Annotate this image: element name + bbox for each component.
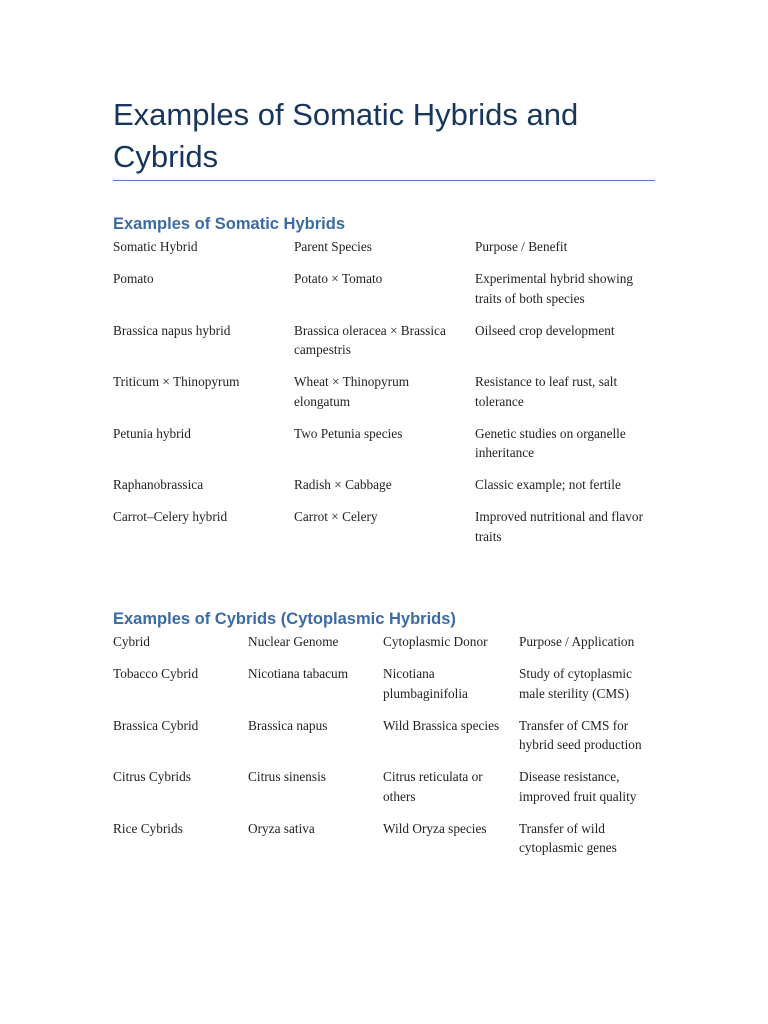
table-row <box>113 360 655 412</box>
table-header-row <box>113 632 655 652</box>
table-cell: Pomato <box>113 271 154 286</box>
table-cell: Study of cytoplasmic male sterility (CMS) <box>519 666 633 701</box>
table-cell: Oryza sativa <box>248 820 315 836</box>
table-row <box>113 755 655 807</box>
table-cell: Classic example; not fertile <box>475 477 621 492</box>
column-header: Cybrid <box>113 634 150 649</box>
table-row <box>113 411 655 463</box>
cybrids-heading: Examples of Cybrids (Cytoplasmic Hybrids) <box>113 610 456 628</box>
table-row <box>113 703 655 755</box>
table-cell: Carrot–Celery hybrid <box>113 509 228 524</box>
document-title: Examples of Somatic Hybrids and Cybrids <box>113 97 579 174</box>
table-cell: Brassica Cybrid <box>113 717 199 733</box>
table-cell: Transfer of CMS for hybrid seed production <box>519 717 642 752</box>
table-row <box>113 652 655 704</box>
table-cell: Citrus reticulata or others <box>383 769 483 804</box>
table-cell: Wild Oryza species <box>383 820 487 836</box>
title-underline <box>113 180 655 181</box>
table-cell: Resistance to leaf rust, salt tolerance <box>475 374 618 409</box>
table-cell: Two Petunia species <box>294 425 403 441</box>
table-cell: Disease resistance, improved fruit quality <box>519 769 637 804</box>
table-cell: Citrus Cybrids <box>113 769 191 784</box>
table-cell: Carrot × Celery <box>294 509 378 524</box>
table-cell: Petunia hybrid <box>113 425 191 441</box>
table-cell: Improved nutritional and flavor traits <box>475 509 644 544</box>
somatic-hybrids-heading: Examples of Somatic Hybrids <box>113 215 345 233</box>
table-row <box>113 308 655 360</box>
cybrids-table <box>113 632 655 858</box>
table-cell: Tobacco Cybrid <box>113 666 199 681</box>
table-cell: Triticum × Thinopyrum <box>113 374 240 389</box>
table-row <box>113 495 655 547</box>
table-row <box>113 463 655 495</box>
table-row <box>113 806 655 858</box>
table-cell: Transfer of wild cytoplasmic genes <box>519 820 617 855</box>
table-cell: Citrus sinensis <box>248 769 326 784</box>
table-cell: Rice Cybrids <box>113 820 183 836</box>
table-cell: Wheat × Thinopyrum elongatum <box>294 374 410 409</box>
table-cell: Potato × Tomato <box>294 271 383 286</box>
table-cell: Raphanobrassica <box>113 477 204 492</box>
table-cell: Nicotiana plumbaginifolia <box>383 666 468 701</box>
table-cell: Experimental hybrid showing traits of both species <box>475 271 634 306</box>
table-cell: Brassica napus hybrid <box>113 322 231 338</box>
somatic-hybrids-table <box>113 237 655 546</box>
table-header-row <box>113 237 655 257</box>
table-cell: Brassica napus <box>248 717 328 733</box>
table-cell: Oilseed crop development <box>475 322 615 338</box>
table-cell: Brassica oleracea × Brassica campestris <box>294 322 446 357</box>
column-header: Cytoplasmic Donor <box>383 634 488 649</box>
table-cell: Wild Brassica species <box>383 717 500 733</box>
column-header: Purpose / Benefit <box>475 239 568 254</box>
table-cell: Genetic studies on organelle inheritance <box>475 425 626 460</box>
column-header: Purpose / Application <box>519 634 635 649</box>
column-header: Nuclear Genome <box>248 634 339 649</box>
column-header: Parent Species <box>294 239 372 254</box>
table-row <box>113 257 655 309</box>
table-cell: Nicotiana tabacum <box>248 666 349 681</box>
table-cell: Radish × Cabbage <box>294 477 392 492</box>
column-header: Somatic Hybrid <box>113 239 198 254</box>
